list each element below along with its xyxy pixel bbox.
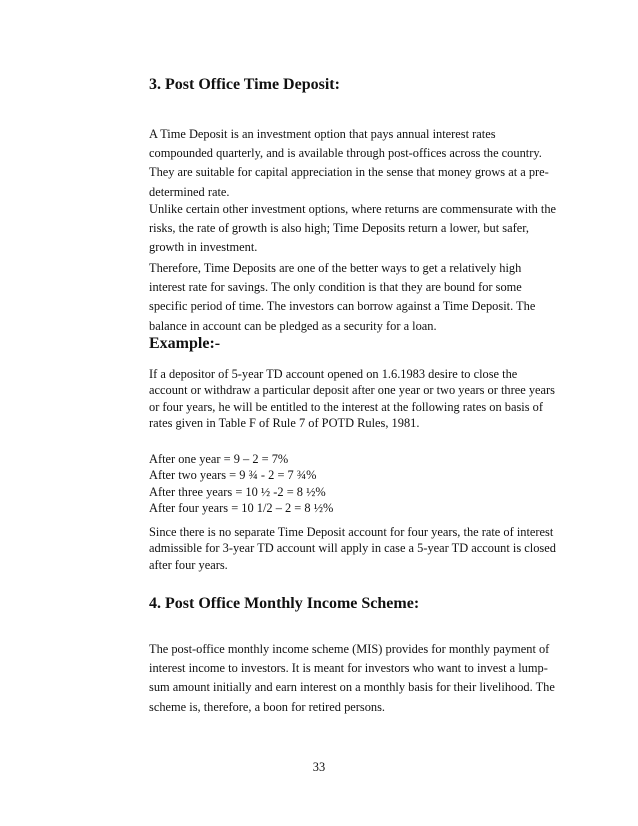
example-heading: Example:- <box>149 335 221 352</box>
text-line: after four years. <box>149 557 228 572</box>
text-line: scheme is, therefore, a boon for retired persons. <box>149 699 386 714</box>
text-line: Unlike certain other investment options, where returns are commensurate with the <box>149 202 557 216</box>
section-heading-monthly-income-scheme: 4. Post Office Monthly Income Scheme: <box>149 595 420 612</box>
text-line: interest income to investors. It is meant for investors who want to invest a lump- <box>149 661 548 676</box>
text-line: interest rate for savings. The only condition is that they are bound for some <box>149 280 522 295</box>
text-line: rates given in Table F of Rule 7 of POTD Rules, 1981. <box>149 415 420 430</box>
text-line: sum amount initially and earn interest on a monthly basis for their livelihood. The <box>149 680 555 695</box>
text-line: A Time Deposit is an investment option that pays annual interest rates <box>149 127 496 141</box>
text-line: balance in account can be pledged as a security for a loan. <box>149 318 437 333</box>
text-line: or four years, he will be entitled to the interest at the following rates on basis of <box>149 399 543 414</box>
text-line: If a depositor of 5-year TD account opened on 1.6.1983 desire to close the <box>149 367 518 381</box>
text-line: Therefore, Time Deposits are one of the better ways to get a relatively high <box>149 261 522 275</box>
text-line: specific period of time. The investors can borrow against a Time Deposit. The <box>149 299 536 314</box>
text-line: determined rate. <box>149 184 230 199</box>
rate-item: After four years = 10 1/2 – 2 = 8 ½% <box>149 500 334 515</box>
text-line: They are suitable for capital appreciation in the sense that money grows at a pre- <box>149 165 549 180</box>
paragraph-example-note <box>149 524 579 573</box>
rate-item: After three years = 10 ½ -2 = 8 ½% <box>149 484 326 499</box>
rate-item: After one year = 9 – 2 = 7% <box>149 452 289 466</box>
interest-rates-list <box>149 451 579 516</box>
text-line: risks, the rate of growth is also high; Time Deposits return a lower, but safer, <box>149 221 529 236</box>
paragraph-time-deposit-risk <box>149 200 579 258</box>
text-line: admissible for 3-year TD account will apply in case a 5-year TD account is closed <box>149 541 556 556</box>
paragraph-mis-intro <box>149 640 579 717</box>
text-line: account or withdraw a particular deposit after one year or two years or three years <box>149 383 555 398</box>
section-heading-time-deposit: 3. Post Office Time Deposit: <box>149 76 340 93</box>
text-line: The post-office monthly income scheme (MIS) provides for monthly payment of <box>149 642 550 656</box>
paragraph-time-deposit-benefits <box>149 259 579 336</box>
paragraph-time-deposit-intro <box>149 125 579 202</box>
text-line: Since there is no separate Time Deposit account for four years, the rate of interest <box>149 525 554 539</box>
text-line: compounded quarterly, and is available through post-offices across the country. <box>149 146 542 161</box>
rate-item: After two years = 9 ¾ - 2 = 7 ¾% <box>149 468 317 483</box>
page-number: 33 <box>312 760 326 774</box>
text-line: growth in investment. <box>149 240 258 255</box>
paragraph-example-intro <box>149 366 579 431</box>
